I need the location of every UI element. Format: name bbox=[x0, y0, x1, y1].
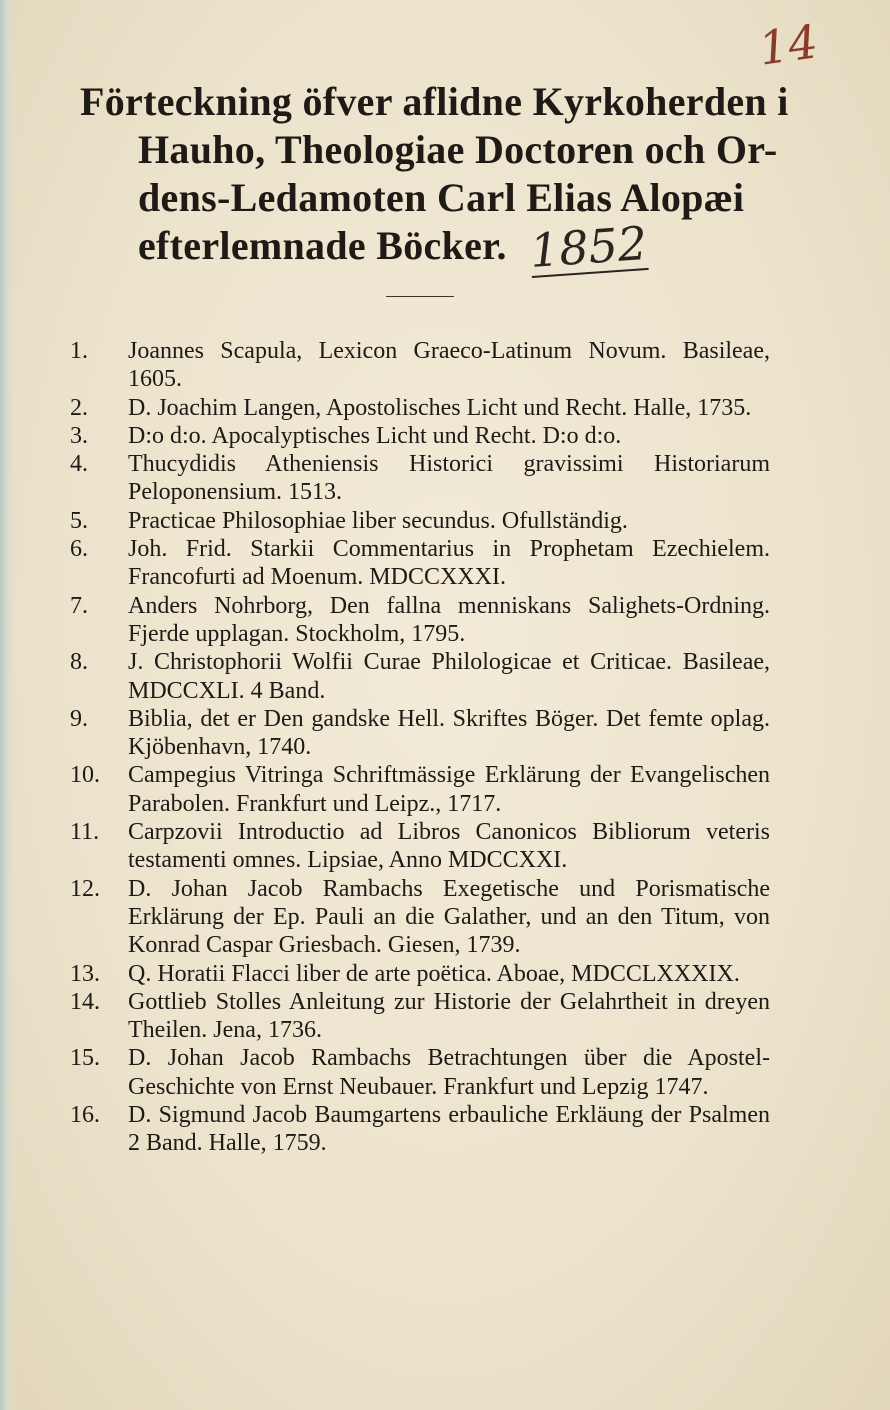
entry-number: 14. bbox=[70, 988, 100, 1015]
entry-text: Campegius Vitringa Schriftmässige Erklärung der Evangelischen Parabolen. Frankfurt und Leipz., 1717. bbox=[128, 762, 770, 817]
entry-number: 1. bbox=[70, 338, 88, 364]
title-line-2: Hauho, Theologiae Doctoren och Or- bbox=[138, 127, 778, 172]
entry-text: Joh. Frid. Starkii Commentarius in Prophetam Ezechielem. Francofurti ad Moenum. MDCCXXXI. bbox=[128, 536, 770, 591]
list-item bbox=[70, 1101, 770, 1158]
list-item bbox=[70, 988, 770, 1045]
title-divider bbox=[386, 296, 454, 297]
handwritten-page-marker: 14 bbox=[755, 14, 822, 76]
handwritten-year: 1852 bbox=[528, 215, 649, 279]
entry-text: D. Johan Jacob Rambachs Exegetische und Porismatische Erklärung der Ep. Pauli an die Galather, und an den Titum, von Konrad Caspar Griesbach. Giesen, 1739. bbox=[128, 875, 770, 959]
entry-text: Joannes Scapula, Lexicon Graeco-Latinum Novum. Basileae, 1605. bbox=[128, 338, 770, 393]
book-list bbox=[70, 337, 770, 1158]
list-item bbox=[70, 507, 770, 535]
list-item bbox=[70, 450, 770, 507]
list-item bbox=[70, 535, 770, 592]
entry-number: 9. bbox=[70, 705, 88, 732]
entry-number: 13. bbox=[70, 960, 100, 987]
entry-text: D. Sigmund Jacob Baumgartens erbauliche Erkläung der Psalmen 2 Band. Halle, 1759. bbox=[128, 1102, 770, 1157]
entry-text: Q. Horatii Flacci liber de arte poëtica. Aboae, MDCCLXXXIX. bbox=[128, 960, 740, 987]
entry-text: D:o d:o. Apocalyptisches Licht und Recht. D:o d:o. bbox=[128, 422, 622, 449]
entry-number: 5. bbox=[70, 507, 88, 534]
list-item bbox=[70, 818, 770, 875]
entry-number: 11. bbox=[70, 819, 100, 846]
entry-text: Practicae Philosophiae liber secundus. Ofullständig. bbox=[128, 507, 628, 534]
entry-number: 8. bbox=[70, 649, 88, 676]
list-item bbox=[70, 337, 770, 394]
list-item bbox=[70, 875, 770, 960]
entry-number: 10. bbox=[70, 762, 100, 789]
list-item bbox=[70, 648, 770, 705]
list-item bbox=[70, 394, 770, 422]
entry-text: Thucydidis Atheniensis Historici gravissimi Historiarum Peloponensium. 1513. bbox=[128, 451, 770, 506]
entry-number: 3. bbox=[70, 422, 88, 449]
entry-number: 12. bbox=[70, 875, 100, 902]
entry-text: Anders Nohrborg, Den fallna menniskans Salighets-Ordning. Fjerde upplagan. Stockholm, 1795. bbox=[128, 592, 770, 647]
list-item bbox=[70, 422, 770, 450]
list-item bbox=[70, 960, 770, 988]
page-edge-stain bbox=[0, 0, 14, 1410]
list-item bbox=[70, 1044, 770, 1101]
entry-number: 6. bbox=[70, 536, 88, 563]
entry-number: 7. bbox=[70, 592, 88, 619]
entry-text: J. Christophorii Wolfii Curae Philologicae et Criticae. Basileae, MDCCXLI. 4 Band. bbox=[128, 649, 770, 704]
entry-number: 15. bbox=[70, 1045, 100, 1072]
entry-text: Carpzovii Introductio ad Libros Canonicos Bibliorum veteris testamenti omnes. Lipsiae, Anno MDCCXXI. bbox=[128, 819, 770, 874]
entry-text: D. Johan Jacob Rambachs Betrachtungen über die Apostel-Geschichte von Ernst Neubauer. Frankfurt und Lepzig 1747. bbox=[128, 1045, 770, 1100]
title-line-3: dens-Ledamoten Carl Elias Alopæi bbox=[138, 175, 745, 220]
entry-text: Gottlieb Stolles Anleitung zur Historie der Gelahrtheit in dreyen Theilen. Jena, 1736. bbox=[128, 988, 770, 1044]
entry-number: 2. bbox=[70, 394, 88, 421]
entry-text: Biblia, det er Den gandske Hell. Skriftes Böger. Det femte oplag. Kjöbenhavn, 1740. bbox=[128, 705, 770, 761]
list-item bbox=[70, 705, 770, 762]
title-line-1: Förteckning öfver aflidne Kyrkoherden i bbox=[80, 79, 789, 124]
entry-text: D. Joachim Langen, Apostolisches Licht und Recht. Halle, 1735. bbox=[128, 394, 752, 421]
entry-number: 4. bbox=[70, 451, 88, 478]
list-item bbox=[70, 761, 770, 818]
entry-number: 16. bbox=[70, 1102, 100, 1129]
catalogue-title bbox=[80, 78, 789, 270]
list-item bbox=[70, 592, 770, 649]
title-line-4: efterlemnade Böcker. bbox=[138, 223, 507, 268]
